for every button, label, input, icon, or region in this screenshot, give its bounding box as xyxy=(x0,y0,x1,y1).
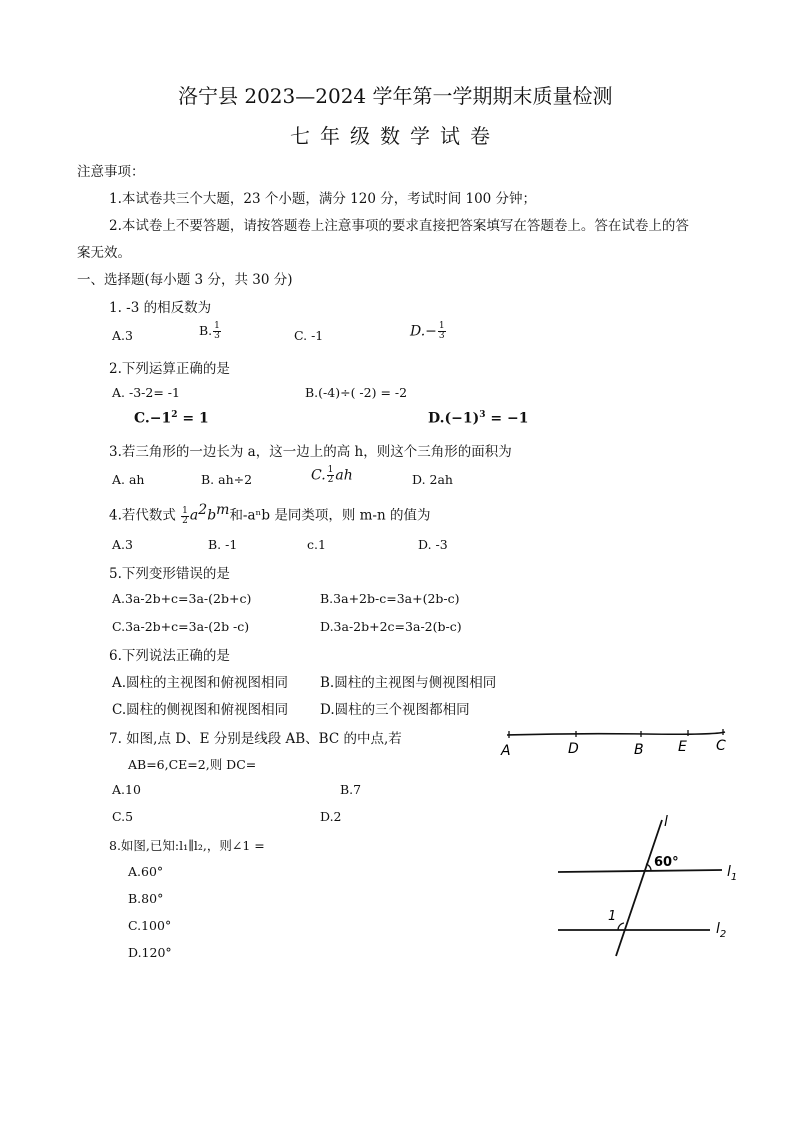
q3-option-c-fraction xyxy=(327,466,335,485)
q2-option-d xyxy=(428,410,528,427)
q2-option-c-exponent: 2 xyxy=(171,410,178,420)
exam-title: 洛宁县 2023—2024 学年第一学期期末质量检测 xyxy=(178,84,613,108)
label-l1 xyxy=(727,864,737,883)
q8-option-d: D.120° xyxy=(128,945,172,960)
q1-option-d-prefix: D.− xyxy=(410,323,437,340)
q7-segment-figure xyxy=(495,722,735,762)
q4-option-a: A.3 xyxy=(112,537,133,552)
label-l1-subscript: 1 xyxy=(730,872,738,883)
fraction-denominator: 2 xyxy=(327,475,334,485)
label-a: A xyxy=(501,743,511,759)
q3-option-d: D. 2ah xyxy=(412,472,453,487)
q3-stem: 3.若三角形的一边长为 a，这一边上的高 h，则这个三角形的面积为 xyxy=(109,444,512,460)
q5-stem: 5.下列变形错误的是 xyxy=(109,566,230,582)
q1-option-b xyxy=(199,322,222,341)
q4-option-b: B. -1 xyxy=(208,537,238,552)
fraction-numerator: 1 xyxy=(182,505,188,516)
label-e: E xyxy=(678,739,687,755)
label-angle-1: 1 xyxy=(608,909,617,924)
q7-option-b: B.7 xyxy=(340,782,362,797)
q1-option-d-fraction xyxy=(438,322,446,341)
label-d: D xyxy=(568,741,579,757)
segment-ac xyxy=(507,732,725,735)
q2-option-c-base: C.−1 xyxy=(134,410,172,427)
q1-option-a: A.3 xyxy=(112,328,133,343)
q8-option-c: C.100° xyxy=(128,918,172,933)
line-l1 xyxy=(558,870,722,872)
fraction-numerator: 1 xyxy=(327,465,334,475)
q8-parallel-lines-figure xyxy=(550,812,750,962)
notes-item-2-line-1: 2.本试卷上不要答题，请按答题卷上注意事项的要求直接把答案填写在答题卷上。答在试卷上的答 xyxy=(109,218,689,234)
q4-stem-suffix: 和-aⁿb 是同类项，则 m-n 的值为 xyxy=(229,507,431,524)
q3-option-a: A. ah xyxy=(112,472,145,487)
q7-stem-line-1: 7. 如图,点 D、E 分别是线段 AB、BC 的中点,若 xyxy=(109,731,402,747)
q1-option-c: C. -1 xyxy=(294,328,324,343)
q3-option-b: B. ah÷2 xyxy=(201,472,253,487)
q6-option-c: C.圆柱的侧视图和俯视图相同 xyxy=(112,702,289,718)
q8-option-b: B.80° xyxy=(128,891,164,906)
q2-option-c xyxy=(134,410,209,427)
q6-option-b: B.圆柱的主视图与侧视图相同 xyxy=(320,675,497,691)
label-l2 xyxy=(716,921,726,940)
q7-option-c: C.5 xyxy=(112,809,134,824)
notes-heading: 注意事项： xyxy=(77,164,145,180)
angle-1-arc xyxy=(618,923,624,930)
q5-option-b: B.3a+2b-c=3a+(2b-c) xyxy=(320,591,460,606)
q4-term-a: a xyxy=(189,507,199,524)
q5-option-c: C.3a-2b+c=3a-(2b -c) xyxy=(112,619,250,634)
fraction-denominator: 3 xyxy=(214,331,220,341)
q5-option-a: A.3a-2b+c=3a-(2b+c) xyxy=(112,591,252,606)
q6-option-a: A.圆柱的主视图和俯视图相同 xyxy=(112,675,289,691)
label-l: l xyxy=(664,814,668,830)
q4-option-d: D. -3 xyxy=(418,537,448,552)
q8-stem: 8.如图,已知:l₁∥l₂,，则∠1 = xyxy=(109,838,265,853)
fraction-numerator: 1 xyxy=(438,321,445,331)
q7-option-a: A.10 xyxy=(112,782,141,797)
q2-option-d-result: = −1 xyxy=(485,410,529,427)
q5-option-d: D.3a-2b+2c=3a-2(b-c) xyxy=(320,619,462,634)
transversal-l xyxy=(616,820,662,956)
q4-stem xyxy=(109,502,430,526)
exam-subtitle: 七年级数学试卷 xyxy=(290,124,500,148)
fraction-denominator: 2 xyxy=(182,515,188,526)
label-l2-letter: l xyxy=(716,921,720,937)
q6-stem: 6.下列说法正确的是 xyxy=(109,648,230,664)
q2-option-d-exponent: 3 xyxy=(479,410,486,420)
label-c: C xyxy=(716,738,726,754)
q8-option-a: A.60° xyxy=(128,864,164,879)
q4-term-b: b xyxy=(207,507,217,524)
q3-option-c xyxy=(311,466,353,485)
q4-stem-prefix: 4.若代数式 xyxy=(109,507,181,524)
fraction-denominator: 3 xyxy=(438,331,445,341)
q1-option-d xyxy=(410,322,447,341)
q1-option-b-fraction xyxy=(213,322,221,341)
q7-option-d: D.2 xyxy=(320,809,342,824)
q4-term-b-exponent: m xyxy=(216,502,230,518)
q2-option-c-result: = 1 xyxy=(177,410,209,427)
q1-stem: 1. -3 的相反数为 xyxy=(109,300,212,316)
q2-option-b: B.(-4)÷( -2) = -2 xyxy=(305,385,408,400)
q4-term-a-exponent: 2 xyxy=(198,502,208,518)
q2-option-d-base: D.(−1) xyxy=(428,410,480,427)
q7-stem-line-2: AB=6,CE=2,则 DC= xyxy=(128,757,257,772)
label-60-degrees: 60° xyxy=(654,855,679,870)
label-l1-letter: l xyxy=(727,864,731,880)
q6-option-d: D.圆柱的三个视图都相同 xyxy=(320,702,470,718)
q4-stem-fraction xyxy=(181,507,189,526)
section-1-heading: 一、选择题(每小题 3 分，共 30 分) xyxy=(77,272,293,288)
label-b: B xyxy=(634,742,644,758)
q1-option-b-prefix: B. xyxy=(199,323,213,338)
notes-item-1: 1.本试卷共三个大题，23 个小题，满分 120 分，考试时间 100 分钟； xyxy=(109,191,537,207)
notes-item-2-line-2: 案无效。 xyxy=(77,245,131,261)
fraction-numerator: 1 xyxy=(214,321,220,331)
q2-stem: 2.下列运算正确的是 xyxy=(109,361,230,377)
q2-option-a: A. -3-2= -1 xyxy=(112,385,180,400)
q3-option-c-suffix: ah xyxy=(335,467,353,484)
label-l2-subscript: 2 xyxy=(719,929,727,940)
q4-option-c: c.1 xyxy=(307,537,326,552)
q3-option-c-prefix: C. xyxy=(311,467,326,484)
